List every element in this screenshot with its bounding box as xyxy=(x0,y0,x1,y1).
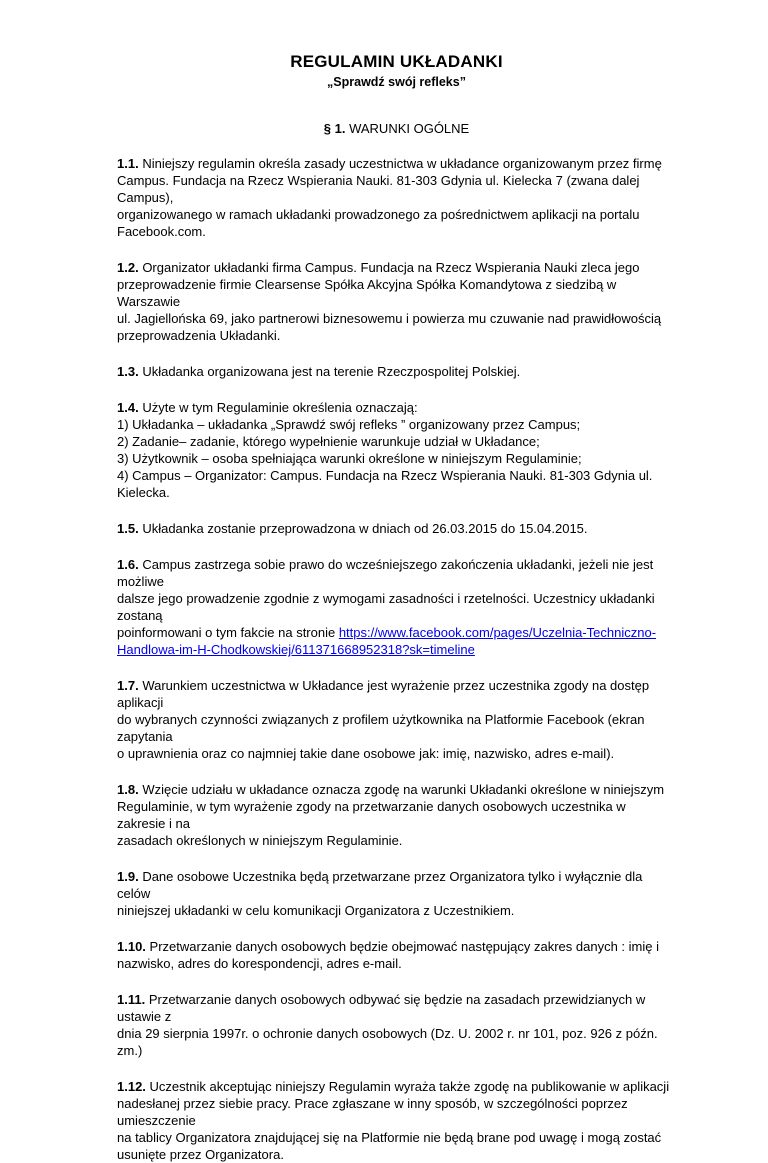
paragraph xyxy=(117,155,676,240)
paragraph-number: 1.5. xyxy=(117,521,139,536)
paragraph-text: Przetwarzanie danych osobowych będzie obejmować następujący zakres danych : imię i xyxy=(149,939,659,954)
paragraph-line xyxy=(117,416,676,433)
paragraph-number: 1.8. xyxy=(117,782,139,797)
paragraph-line xyxy=(117,259,676,276)
paragraph-text: ul. Jagiellońska 69, jako partnerowi biznesowemu i powierza mu czuwanie nad prawidłowością xyxy=(117,311,662,326)
paragraph-line xyxy=(117,1025,676,1059)
paragraph xyxy=(117,938,676,972)
paragraph-text: 3) Użytkownik – osoba spełniająca warunki określone w niniejszym Regulaminie; xyxy=(117,451,582,466)
paragraph-line xyxy=(117,955,676,972)
paragraph-text: Wzięcie udziału w układance oznacza zgodę na warunki Układanki określone w niniejszym xyxy=(142,782,665,797)
paragraph-text: nazwisko, adres do korespondencji, adres e-mail. xyxy=(117,956,402,971)
paragraph xyxy=(117,868,676,919)
paragraph-number: 1.7. xyxy=(117,678,139,693)
paragraph-text: Campus. Fundacja na Rzecz Wspierania Nauki. 81-303 Gdynia ul. Kielecka 7 (zwana dalej Campus), xyxy=(117,173,640,205)
paragraph xyxy=(117,1078,676,1163)
paragraph-text: 4) Campus – Organizator: Campus. Fundacja na Rzecz Wspierania Nauki. 81-303 Gdynia ul. Kielecka. xyxy=(117,468,653,500)
paragraph-text: Przetwarzanie danych osobowych odbywać się będzie na zasadach przewidzianych w ustawie z xyxy=(117,992,646,1024)
paragraph-text: Uczestnik akceptując niniejszy Regulamin wyraża także zgodę na publikowanie w aplikacji xyxy=(149,1079,670,1094)
paragraph-line xyxy=(117,433,676,450)
paragraph-line xyxy=(117,172,676,206)
paragraph-text: niniejszej układanki w celu komunikacji Organizatora z Uczestnikiem. xyxy=(117,903,515,918)
paragraph-line xyxy=(117,327,676,344)
paragraph-line xyxy=(117,798,676,832)
paragraph-line xyxy=(117,556,676,590)
paragraph-line xyxy=(117,310,676,327)
paragraph-line xyxy=(117,1129,676,1146)
paragraph xyxy=(117,991,676,1059)
paragraph-line xyxy=(117,520,676,537)
paragraph-number: 1.2. xyxy=(117,260,139,275)
paragraph-text: Regulaminie, w tym wyrażenie zgody na przetwarzanie danych osobowych uczestnika w zakresie i na xyxy=(117,799,626,831)
paragraph-text: dnia 29 sierpnia 1997r. o ochronie danych osobowych (Dz. U. 2002 r. nr 101, poz. 926 z późn. zm.) xyxy=(117,1026,658,1058)
paragraph xyxy=(117,399,676,501)
paragraph xyxy=(117,781,676,849)
paragraph-line xyxy=(117,467,676,501)
document-subtitle: „Sprawdź swój refleks” xyxy=(327,75,466,89)
paragraph-line xyxy=(117,677,676,711)
paragraph-line xyxy=(117,938,676,955)
paragraph-number: 1.11. xyxy=(117,992,146,1007)
paragraph-text: poinformowani o tym fakcie na stronie xyxy=(117,625,339,640)
paragraph-number: 1.3. xyxy=(117,364,139,379)
paragraph-text: Użyte w tym Regulaminie określenia oznaczają: xyxy=(142,400,418,415)
paragraph-text: Warunkiem uczestnictwa w Układance jest wyrażenie przez uczestnika zgody na dostęp aplikacji xyxy=(117,678,650,710)
paragraph-line xyxy=(117,450,676,467)
paragraph-text: usunięte przez Organizatora. xyxy=(117,1147,284,1162)
paragraph-line xyxy=(117,745,676,762)
paragraph-line xyxy=(117,363,676,380)
paragraph-text: przeprowadzenia Układanki. xyxy=(117,328,281,343)
paragraph-text: zasadach określonych w niniejszym Regulaminie. xyxy=(117,833,403,848)
paragraph-line xyxy=(117,624,676,641)
section-name: WARUNKI OGÓLNE xyxy=(349,121,470,136)
paragraph-text: Facebook.com. xyxy=(117,224,206,239)
paragraph-text: nadesłanej przez siebie pracy. Prace zgłaszane w inny sposób, w szczególności poprzez umieszczenie xyxy=(117,1096,628,1128)
paragraph-text: Organizator układanki firma Campus. Fundacja na Rzecz Wspierania Nauki zleca jego xyxy=(142,260,640,275)
paragraph-text: przeprowadzenie firmie Clearsense Spółka Akcyjna Spółka Komandytowa z siedzibą w Warszawie xyxy=(117,277,617,309)
paragraph-number: 1.6. xyxy=(117,557,139,572)
paragraph-text: o uprawnienia oraz co najmniej takie dane osobowe jak: imię, nazwisko, adres e-mail). xyxy=(117,746,615,761)
paragraph-text: Campus zastrzega sobie prawo do wcześniejszego zakończenia układanki, jeżeli nie jest możliwe xyxy=(117,557,654,589)
facebook-page-link[interactable]: https://www.facebook.com/pages/Uczelnia-Techniczno- xyxy=(338,625,657,640)
paragraph-number: 1.9. xyxy=(117,869,139,884)
paragraph-line xyxy=(117,590,676,624)
section-number: § 1. xyxy=(323,121,346,136)
paragraph-line xyxy=(117,711,676,745)
facebook-page-link[interactable]: Handlowa-im-H-Chodkowskiej/611371668952318?sk=timeline xyxy=(117,642,475,657)
paragraph-line xyxy=(117,1146,676,1163)
paragraph-number: 1.10. xyxy=(117,939,146,954)
paragraph-text: organizowanego w ramach układanki prowadzonego za pośrednictwem aplikacji na portalu xyxy=(117,207,640,222)
paragraph-number: 1.4. xyxy=(117,400,139,415)
paragraph-line xyxy=(117,206,676,223)
paragraph-text: Układanka zostanie przeprowadzona w dniach od 26.03.2015 do 15.04.2015. xyxy=(142,521,588,536)
paragraph-line xyxy=(117,155,676,172)
paragraph-text: na tablicy Organizatora znajdującej się na Platformie nie będą brane pod uwagę i mogą zostać xyxy=(117,1130,662,1145)
paragraph-text: Dane osobowe Uczestnika będą przetwarzane przez Organizatora tylko i wyłącznie dla celów xyxy=(117,869,643,901)
paragraph-text: Układanka organizowana jest na terenie Rzeczpospolitej Polskiej. xyxy=(142,364,521,379)
paragraph-text: do wybranych czynności związanych z profilem użytkownika na Platformie Facebook (ekran zapytania xyxy=(117,712,645,744)
paragraph xyxy=(117,677,676,762)
paragraph-line xyxy=(117,781,676,798)
paragraph-line xyxy=(117,1095,676,1129)
paragraph-line xyxy=(117,641,676,658)
paragraph-line xyxy=(117,1078,676,1095)
paragraph xyxy=(117,259,676,344)
section-heading xyxy=(117,120,676,137)
paragraph-text: 2) Zadanie– zadanie, którego wypełnienie warunkuje udział w Układance; xyxy=(117,434,540,449)
paragraph-line xyxy=(117,868,676,902)
paragraph-line xyxy=(117,223,676,240)
paragraph xyxy=(117,520,676,537)
paragraph-text: Niniejszy regulamin określa zasady uczestnictwa w układance organizowanym przez firmę xyxy=(142,156,662,171)
paragraph-line xyxy=(117,832,676,849)
paragraph-text: dalsze jego prowadzenie zgodnie z wymogami zasadności i rzetelności. Uczestnicy układanki zostaną xyxy=(117,591,655,623)
document-title: REGULAMIN UKŁADANKI xyxy=(290,52,503,71)
paragraph-line xyxy=(117,276,676,310)
paragraph-list xyxy=(117,155,676,1163)
paragraph xyxy=(117,556,676,658)
paragraph-line xyxy=(117,991,676,1025)
paragraph-text: 1) Układanka – układanka „Sprawdź swój refleks ” organizowany przez Campus; xyxy=(117,417,581,432)
paragraph xyxy=(117,363,676,380)
paragraph-line xyxy=(117,399,676,416)
paragraph-line xyxy=(117,902,676,919)
paragraph-number: 1.12. xyxy=(117,1079,146,1094)
paragraph-number: 1.1. xyxy=(117,156,139,171)
